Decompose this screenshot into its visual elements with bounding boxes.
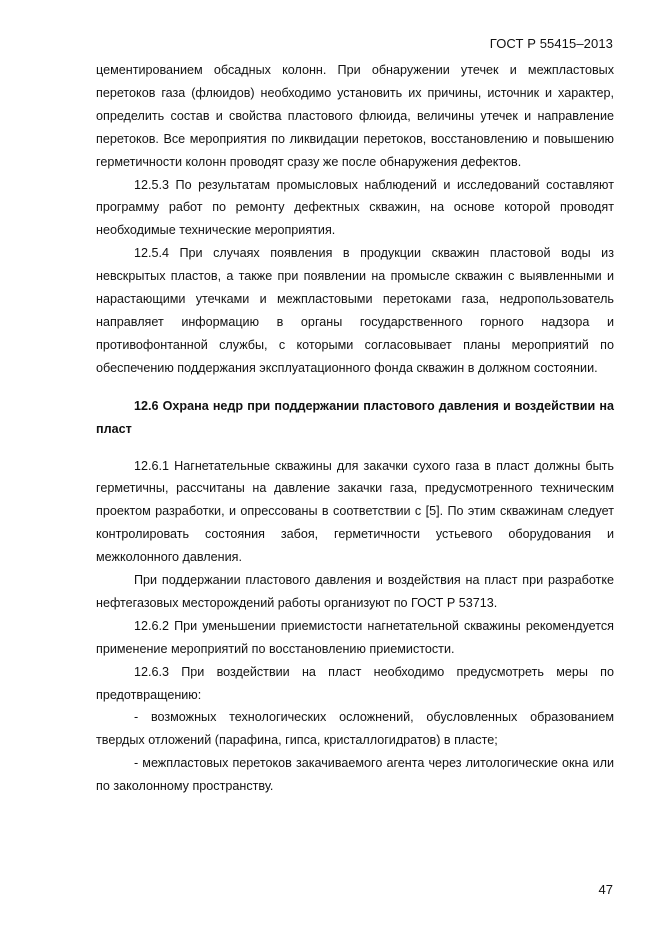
page-content — [96, 59, 614, 798]
paragraph-12-6-1: 12.6.1 Нагнетательные скважины для закачки сухого газа в пласт должны быть герметичны, рассчитаны на давление закачки газа, предусмотренного техническим проектом разработки, и опрессованы в соответствии с [5]. По этим скважинам следует контролировать состояния забоя, герметичности устьевого оборудования и межколонного давления. — [96, 458, 614, 565]
paragraph-12-6-2: 12.6.2 При уменьшении приемистости нагнетательной скважины рекомендуется применение мероприятий по восстановлению приемистости. — [96, 618, 614, 656]
paragraph-12-5-3: 12.5.3 По результатам промысловых наблюдений и исследований составляют программу работ по ремонту дефектных скважин, на основе которой проводят необходимые технические мероприятия. — [96, 177, 614, 238]
paragraph-12-6-3: 12.6.3 При воздействии на пласт необходимо предусмотреть меры по предотвращению: — [96, 664, 614, 702]
paragraph-continuation: цементированием обсадных колонн. При обнаружении утечек и межпластовых перетоков газа (флюидов) необходимо установить их причины, источник и характер, определить состав и свойства пластового флюида, величины утечек и направление перетоков. Все мероприятия по ликвидации перетоков, восстановлению и повышению герметичности колонн проводят сразу же после обнаружения дефектов. — [96, 63, 614, 169]
list-item-deposits: - возможных технологических осложнений, обусловленных образованием твердых отложений (парафина, гипса, кристаллогидратов) в пласте; — [96, 710, 614, 748]
list-item-crossflows: - межпластовых перетоков закачиваемого агента через литологические окна или по заколонному пространству. — [96, 756, 614, 794]
page-number: 47 — [598, 882, 613, 897]
document-header: ГОСТ Р 55415–2013 — [489, 36, 613, 51]
paragraph-pressure-maintenance: При поддержании пластового давления и воздействия на пласт при разработке нефтегазовых месторождений работы организуют по ГОСТ Р 53713. — [96, 573, 614, 610]
paragraph-12-5-4: 12.5.4 При случаях появления в продукции скважин пластовой воды из невскрытых пластов, а также при появлении на промысле скважин с выявленными и нарастающими утечками и межпластовыми перетоками газа, недропользователь направляет информацию в органы государственного горного надзора и противофонтанной службы, с которыми согласовывает планы мероприятий по обеспечению поддержания эксплуатационного фонда скважин в должном состоянии. — [96, 246, 614, 375]
section-title-12-6: 12.6 Охрана недр при поддержании пластового давления и воздействии на пласт — [96, 398, 614, 436]
